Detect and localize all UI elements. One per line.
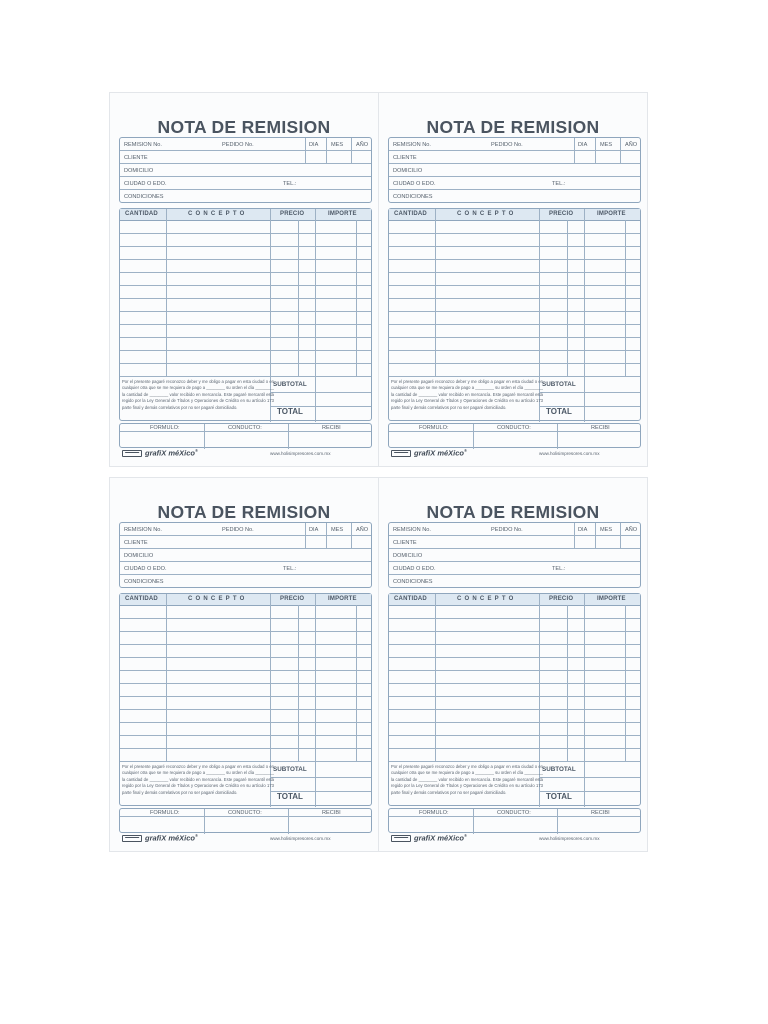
dia-label: DIA bbox=[309, 142, 319, 148]
table-row-line bbox=[389, 350, 640, 351]
website-text: www.holisimpresores.com.mx bbox=[539, 836, 600, 841]
table-row-line bbox=[389, 233, 640, 234]
ciudad-label: CIUDAD O EDO. bbox=[124, 181, 167, 187]
signature-box bbox=[388, 808, 641, 833]
form-sheet-bottom-right bbox=[379, 478, 647, 851]
ano-label: AÑO bbox=[625, 527, 638, 533]
table-row-line bbox=[389, 644, 640, 645]
subtotal-label: SUBTOTAL bbox=[273, 381, 307, 388]
table-row-line bbox=[120, 709, 371, 710]
form-title: NOTA DE REMISION bbox=[157, 502, 331, 522]
table-row-line bbox=[389, 748, 640, 749]
remision-number-label: REMISION No. bbox=[393, 527, 431, 533]
ano-label: AÑO bbox=[356, 142, 369, 148]
mes-label: MES bbox=[331, 142, 344, 148]
cliente-label: CLIENTE bbox=[124, 155, 148, 161]
form-title: NOTA DE REMISION bbox=[157, 117, 331, 137]
signature-box bbox=[388, 423, 641, 448]
table-row-line bbox=[120, 363, 371, 364]
formulo-label: FORMULO: bbox=[150, 424, 180, 431]
recibi-label: RECIBI bbox=[322, 424, 341, 431]
items-table bbox=[119, 593, 372, 806]
col-header-precio: PRECIO bbox=[280, 211, 305, 217]
pedido-number-label: PEDIDO No. bbox=[491, 527, 523, 533]
logo-registered-mark: ® bbox=[195, 448, 198, 453]
table-row-line bbox=[120, 285, 371, 286]
table-row-line bbox=[389, 363, 640, 364]
recibi-label: RECIBI bbox=[591, 809, 610, 816]
table-row-line bbox=[389, 272, 640, 273]
table-row-line bbox=[389, 311, 640, 312]
table-row-line bbox=[120, 272, 371, 273]
table-row-line bbox=[389, 246, 640, 247]
table-row-line bbox=[389, 631, 640, 632]
table-row-line bbox=[389, 683, 640, 684]
formulo-label: FORMULO: bbox=[419, 424, 449, 431]
dia-label: DIA bbox=[309, 527, 319, 533]
total-label: TOTAL bbox=[546, 792, 572, 801]
dia-label: DIA bbox=[578, 142, 588, 148]
logo-registered-mark: ® bbox=[195, 833, 198, 838]
table-row-line bbox=[120, 311, 371, 312]
conducto-label: CONDUCTO: bbox=[228, 424, 262, 431]
col-header-cantidad: CANTIDAD bbox=[394, 211, 427, 217]
grafix-logo-text bbox=[145, 833, 198, 843]
website-text: www.holisimpresores.com.mx bbox=[270, 836, 331, 841]
form-title: NOTA DE REMISION bbox=[426, 117, 600, 137]
total-label: TOTAL bbox=[277, 792, 303, 801]
table-row-line bbox=[389, 735, 640, 736]
col-header-concepto: CONCEPTO bbox=[457, 596, 517, 602]
form-title: NOTA DE REMISION bbox=[426, 502, 600, 522]
conducto-label: CONDUCTO: bbox=[497, 809, 531, 816]
tel-label: TEL.: bbox=[552, 181, 566, 187]
tel-label: TEL.: bbox=[283, 566, 297, 572]
table-row-line bbox=[120, 618, 371, 619]
condiciones-label: CONDICIONES bbox=[124, 579, 164, 585]
signature-box bbox=[119, 808, 372, 833]
table-row-line bbox=[120, 246, 371, 247]
table-row-line bbox=[120, 631, 371, 632]
table-row-line bbox=[389, 259, 640, 260]
remision-number-label: REMISION No. bbox=[124, 527, 162, 533]
table-row-line bbox=[389, 722, 640, 723]
table-row-line bbox=[389, 618, 640, 619]
col-header-concepto: CONCEPTO bbox=[188, 596, 248, 602]
grafix-logo-name: grafiX méXico bbox=[414, 448, 465, 458]
remision-number-label: REMISION No. bbox=[124, 142, 162, 148]
header-info-box bbox=[119, 522, 372, 588]
table-row-line bbox=[389, 709, 640, 710]
col-header-importe: IMPORTE bbox=[328, 596, 357, 602]
col-header-precio: PRECIO bbox=[280, 596, 305, 602]
col-header-cantidad: CANTIDAD bbox=[125, 211, 158, 217]
conducto-label: CONDUCTO: bbox=[497, 424, 531, 431]
col-header-concepto: CONCEPTO bbox=[188, 211, 248, 217]
grafix-logo-text bbox=[145, 448, 198, 458]
table-row-line bbox=[120, 657, 371, 658]
condiciones-label: CONDICIONES bbox=[124, 194, 164, 200]
table-row-line bbox=[120, 350, 371, 351]
pedido-number-label: PEDIDO No. bbox=[491, 142, 523, 148]
table-row-line bbox=[120, 722, 371, 723]
table-row-line bbox=[389, 285, 640, 286]
logo-registered-mark: ® bbox=[464, 833, 467, 838]
condiciones-label: CONDICIONES bbox=[393, 579, 433, 585]
cliente-label: CLIENTE bbox=[124, 540, 148, 546]
header-info-box bbox=[119, 137, 372, 203]
items-table bbox=[119, 208, 372, 421]
ano-label: AÑO bbox=[625, 142, 638, 148]
table-row-line bbox=[389, 657, 640, 658]
signature-box bbox=[119, 423, 372, 448]
dia-label: DIA bbox=[578, 527, 588, 533]
ciudad-label: CIUDAD O EDO. bbox=[393, 181, 436, 187]
mes-label: MES bbox=[331, 527, 344, 533]
pagare-legal-text: Por el presente pagaré reconozco deber y me obligo a pagar en esta ciudad o en cualquier otra que se me requiera de pago a ________ su orden el día ________ la cantidad de ________ valor recibido en mercancía. Este pagaré mercantil está regido por la Ley General de Títulos y Operaciones de Crédito en su artículo 173 parte final y demás correlativos por no ser pagaré domiciliado. bbox=[122, 379, 274, 410]
recibi-label: RECIBI bbox=[591, 424, 610, 431]
col-header-concepto: CONCEPTO bbox=[457, 211, 517, 217]
grafix-logo-icon bbox=[391, 835, 411, 842]
domicilio-label: DOMICILIO bbox=[393, 553, 423, 559]
tel-label: TEL.: bbox=[552, 566, 566, 572]
cliente-label: CLIENTE bbox=[393, 540, 417, 546]
table-row-line bbox=[389, 670, 640, 671]
col-header-precio: PRECIO bbox=[549, 211, 574, 217]
ciudad-label: CIUDAD O EDO. bbox=[393, 566, 436, 572]
form-sheet-top-left bbox=[110, 93, 378, 466]
ano-label: AÑO bbox=[356, 527, 369, 533]
remision-number-label: REMISION No. bbox=[393, 142, 431, 148]
formulo-label: FORMULO: bbox=[150, 809, 180, 816]
table-row-line bbox=[120, 233, 371, 234]
logo-registered-mark: ® bbox=[464, 448, 467, 453]
subtotal-label: SUBTOTAL bbox=[273, 766, 307, 773]
cliente-label: CLIENTE bbox=[393, 155, 417, 161]
grafix-logo-name: grafiX méXico bbox=[414, 833, 465, 843]
pagare-legal-text: Por el presente pagaré reconozco deber y me obligo a pagar en esta ciudad o en cualquier otra que se me requiera de pago a ________ su orden el día ________ la cantidad de ________ valor recibido en mercancía. Este pagaré mercantil está regido por la Ley General de Títulos y Operaciones de Crédito en su artículo 173 parte final y demás correlativos por no ser pagaré domiciliado. bbox=[391, 379, 543, 410]
subtotal-label: SUBTOTAL bbox=[542, 381, 576, 388]
table-row-line bbox=[389, 298, 640, 299]
grafix-logo-text bbox=[414, 448, 467, 458]
grafix-logo-name: grafiX méXico bbox=[145, 833, 196, 843]
domicilio-label: DOMICILIO bbox=[393, 168, 423, 174]
total-label: TOTAL bbox=[546, 407, 572, 416]
table-row-line bbox=[120, 670, 371, 671]
mes-label: MES bbox=[600, 527, 613, 533]
website-text: www.holisimpresores.com.mx bbox=[270, 451, 331, 456]
col-header-cantidad: CANTIDAD bbox=[125, 596, 158, 602]
grafix-logo-text bbox=[414, 833, 467, 843]
grafix-logo-icon bbox=[122, 450, 142, 457]
table-row-line bbox=[120, 735, 371, 736]
col-header-importe: IMPORTE bbox=[597, 596, 626, 602]
pedido-number-label: PEDIDO No. bbox=[222, 527, 254, 533]
table-row-line bbox=[120, 696, 371, 697]
mes-label: MES bbox=[600, 142, 613, 148]
col-header-cantidad: CANTIDAD bbox=[394, 596, 427, 602]
pagare-legal-text: Por el presente pagaré reconozco deber y me obligo a pagar en esta ciudad o en cualquier otra que se me requiera de pago a ________ su orden el día ________ la cantidad de ________ valor recibido en mercancía. Este pagaré mercantil está regido por la Ley General de Títulos y Operaciones de Crédito en su artículo 173 parte final y demás correlativos por no ser pagaré domiciliado. bbox=[122, 764, 274, 795]
items-table bbox=[388, 593, 641, 806]
tel-label: TEL.: bbox=[283, 181, 297, 187]
website-text: www.holisimpresores.com.mx bbox=[539, 451, 600, 456]
table-row-line bbox=[120, 337, 371, 338]
table-row-line bbox=[120, 748, 371, 749]
pedido-number-label: PEDIDO No. bbox=[222, 142, 254, 148]
ciudad-label: CIUDAD O EDO. bbox=[124, 566, 167, 572]
items-table bbox=[388, 208, 641, 421]
grafix-logo-icon bbox=[122, 835, 142, 842]
table-row-line bbox=[120, 683, 371, 684]
table-row-line bbox=[120, 259, 371, 260]
table-row-line bbox=[120, 324, 371, 325]
col-header-precio: PRECIO bbox=[549, 596, 574, 602]
col-header-importe: IMPORTE bbox=[597, 211, 626, 217]
table-row-line bbox=[120, 644, 371, 645]
conducto-label: CONDUCTO: bbox=[228, 809, 262, 816]
header-info-box bbox=[388, 522, 641, 588]
form-sheet-bottom-left bbox=[110, 478, 378, 851]
domicilio-label: DOMICILIO bbox=[124, 553, 154, 559]
domicilio-label: DOMICILIO bbox=[124, 168, 154, 174]
pagare-legal-text: Por el presente pagaré reconozco deber y me obligo a pagar en esta ciudad o en cualquier otra que se me requiera de pago a ________ su orden el día ________ la cantidad de ________ valor recibido en mercancía. Este pagaré mercantil está regido por la Ley General de Títulos y Operaciones de Crédito en su artículo 173 parte final y demás correlativos por no ser pagaré domiciliado. bbox=[391, 764, 543, 795]
form-sheet-top-right bbox=[379, 93, 647, 466]
subtotal-label: SUBTOTAL bbox=[542, 766, 576, 773]
condiciones-label: CONDICIONES bbox=[393, 194, 433, 200]
table-row-line bbox=[120, 298, 371, 299]
total-label: TOTAL bbox=[277, 407, 303, 416]
formulo-label: FORMULO: bbox=[419, 809, 449, 816]
grafix-logo-name: grafiX méXico bbox=[145, 448, 196, 458]
header-info-box bbox=[388, 137, 641, 203]
col-header-importe: IMPORTE bbox=[328, 211, 357, 217]
grafix-logo-icon bbox=[391, 450, 411, 457]
table-row-line bbox=[389, 324, 640, 325]
table-row-line bbox=[389, 696, 640, 697]
recibi-label: RECIBI bbox=[322, 809, 341, 816]
table-row-line bbox=[389, 337, 640, 338]
